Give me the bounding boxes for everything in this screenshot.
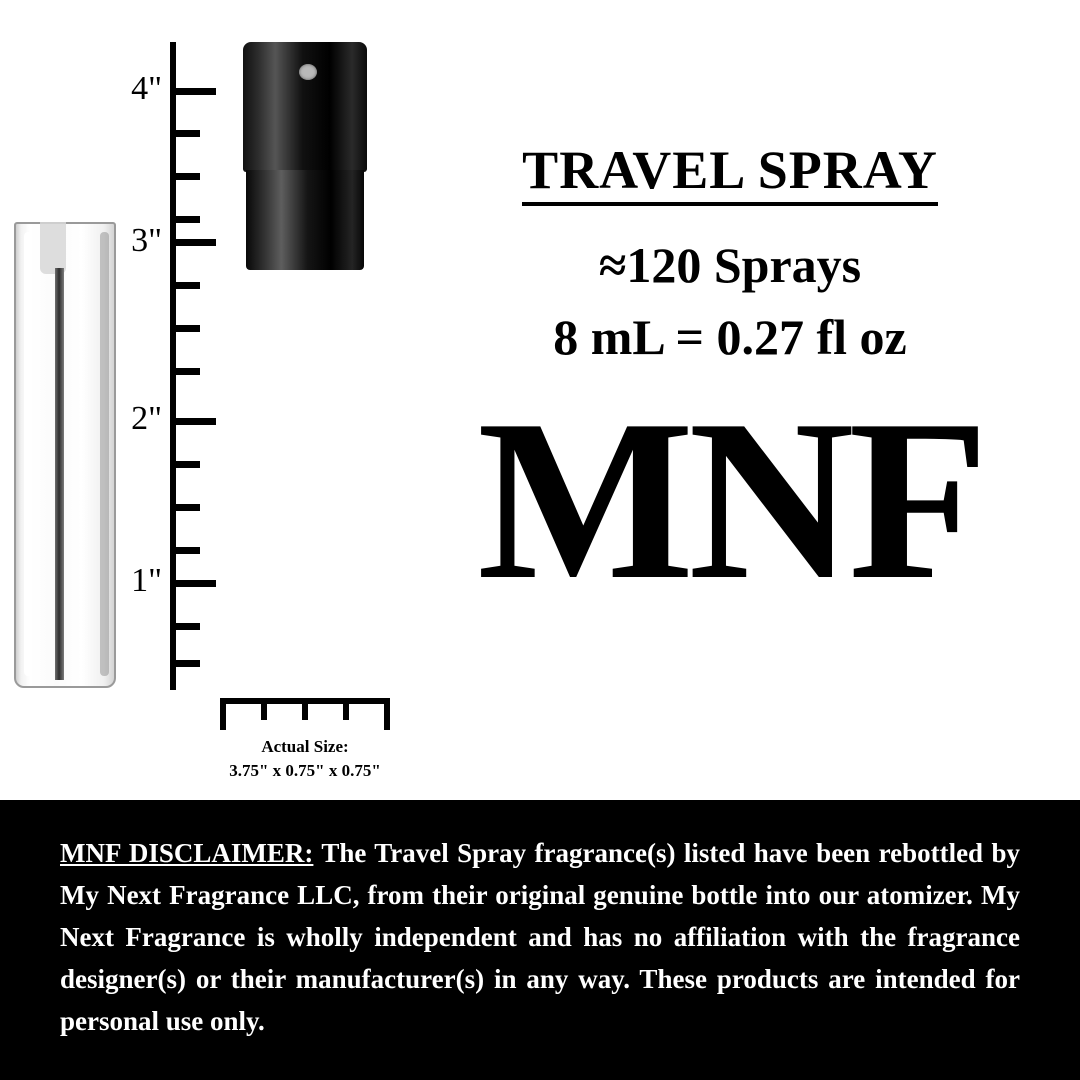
travel-spray-bottle-image: [240, 42, 370, 690]
ruler-tick-minor: [170, 325, 200, 332]
bottle-dip-tube: [55, 268, 64, 680]
disclaimer-text: The Travel Spray fragrance(s) listed have been rebottled by My Next Fragrance LLC, from their original genuine bottle into our atomizer. My Next Fragrance is wholly independent and has no affiliation with the fragrance designer(s) or their manufacturer(s) in any way. These products are intended for personal use only.: [60, 838, 1020, 1036]
ruler-tick-minor: [170, 173, 200, 180]
ruler-label-2in: 2": [131, 400, 162, 437]
ruler-tick-minor: [170, 660, 200, 667]
bottle-cap: [243, 42, 367, 172]
ruler-tick-3in: [170, 239, 216, 246]
glass-highlight: [24, 232, 32, 676]
ruler-tick-minor: [170, 623, 200, 630]
product-info-block: [420, 140, 1040, 627]
actual-size-value: 3.75" x 0.75" x 0.75": [229, 761, 381, 780]
disclaimer-paragraph: [60, 832, 1020, 1042]
brand-logo: MNF: [477, 372, 983, 627]
ruler-tick-minor: [170, 130, 200, 137]
actual-size-caption: [180, 735, 430, 783]
ruler-tick-minor: [170, 282, 200, 289]
spray-count: ≈120 Sprays: [598, 237, 862, 293]
product-title: TRAVEL SPRAY: [522, 140, 938, 206]
ruler-tick-minor: [170, 368, 200, 375]
glass-shadow: [100, 232, 109, 676]
disclaimer-label: MNF DISCLAIMER:: [60, 838, 314, 868]
bottle-collar: [246, 170, 364, 270]
ruler-tick-2in: [170, 418, 216, 425]
width-tick-minor: [302, 704, 308, 720]
width-tick-start: [220, 704, 226, 730]
ruler-label-3in: 3": [131, 222, 162, 259]
ruler-tick-minor: [170, 504, 200, 511]
width-tick-end: [384, 704, 390, 730]
ruler-tick-4in: [170, 88, 216, 95]
product-volume: 8 mL = 0.27 fl oz: [553, 309, 907, 365]
width-tick-minor: [343, 704, 349, 720]
ruler-tick-minor: [170, 547, 200, 554]
vertical-ruler-spine: [170, 42, 176, 690]
width-tick-minor: [261, 704, 267, 720]
actual-size-label: Actual Size:: [261, 737, 349, 756]
spray-nozzle-hole: [299, 64, 317, 80]
disclaimer-bar: [0, 800, 1080, 1080]
ruler-tick-minor: [170, 461, 200, 468]
ruler-label-4in: 4": [131, 70, 162, 107]
ruler-tick-1in: [170, 580, 216, 587]
ruler-label-1in: 1": [131, 562, 162, 599]
ruler-tick-minor: [170, 216, 200, 223]
bottle-inner-neck: [40, 222, 66, 274]
